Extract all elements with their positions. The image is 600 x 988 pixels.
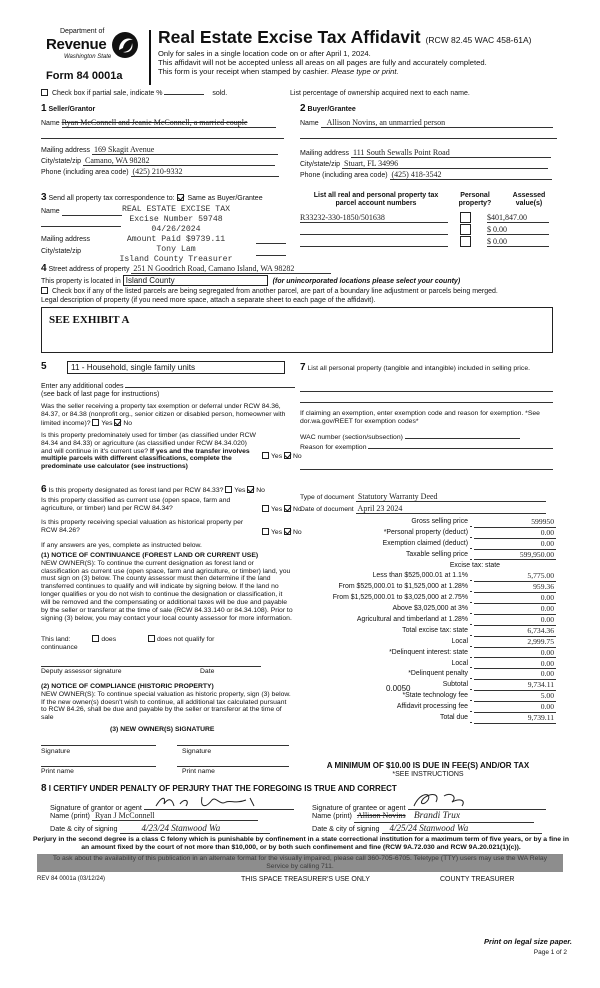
grantee-name-struck: Allison Novins (356, 811, 406, 820)
seller-mail[interactable]: 169 Skagit Avenue (92, 145, 278, 155)
buyer-mail-label: Mailing address (300, 150, 350, 157)
forest-question-text: Is this property designated as forest land per RCW 84.33? (48, 487, 224, 494)
does-not-qualify-checkbox[interactable] (148, 635, 155, 642)
located-row (41, 275, 460, 286)
assessed-value[interactable]: $401,847.00 (487, 213, 549, 223)
calc-row (290, 660, 556, 671)
new-owner-signature-title: (3) NEW OWNER(S) SIGNATURE (110, 726, 215, 733)
signature-label-2: Signature (182, 748, 212, 755)
timber-yesno (262, 452, 302, 461)
section4-address-row (41, 263, 331, 275)
calc-row (290, 714, 556, 725)
wac-field[interactable] (405, 432, 520, 439)
calc-value[interactable]: 5.00 (474, 692, 556, 702)
doc-type-field[interactable]: Statutory Warranty Deed (356, 492, 546, 502)
grantee-signature-label: Signature of grantee or agent (312, 803, 406, 812)
parcel-number[interactable] (300, 237, 448, 247)
minimum-note: A MINIMUM OF $10.00 IS DUE IN FEE(S) AND/OR TAX (326, 761, 530, 770)
calc-label: *Personal property (deduct) (383, 528, 468, 536)
type-print-note: Please type or print. (331, 67, 399, 76)
calc-row (290, 594, 556, 605)
calc-row (290, 627, 556, 638)
calc-row (290, 562, 556, 573)
seller-city-label: City/state/zip (41, 158, 82, 165)
grantee-signature-field[interactable] (408, 798, 546, 810)
calc-label: Less than $525,000.01 at 1.1% (372, 572, 468, 580)
exemption-yes-label: Yes (101, 419, 113, 427)
calc-leader-line (470, 711, 472, 712)
exemption-note: If claiming an exemption, enter exemption code and reason for exemption. *See dor.wa.gov/REET for exemption codes* (300, 410, 540, 425)
see-instructions: *SEE INSTRUCTIONS (392, 771, 464, 778)
does-qualify-checkbox[interactable] (92, 635, 99, 642)
calc-leader-line (470, 667, 472, 668)
grantor-signature-image (154, 794, 264, 810)
seller-city[interactable]: Camano, WA 98282 (83, 156, 275, 166)
print-line2 (177, 766, 289, 767)
historic-question: Is this property receiving special valuation as historical property per RCW 84.26? (41, 519, 244, 534)
county-select[interactable]: Island County (123, 275, 268, 286)
calc-label: Above $3,025,000 at 3% (392, 605, 468, 613)
does-not-label: does not qualify for (157, 636, 215, 643)
calc-leader-line (470, 613, 472, 614)
seller-city-row (41, 156, 275, 166)
calc-label: From $1,525,000.01 to $3,025,000 at 2.75% (332, 594, 468, 602)
notice-continuance-body: NEW OWNER(S): To continue the current designation as forest land or classification as current use (open space, farm and agriculture, or timber) land, you must sign on (3) below. The county assessor must then determine if the land transferred continues to qualify and will indicate by signing below. If the land no longer qualifies or you do not wish to continue the designation or classification, it will be removed and the compensating or additional taxes will be due and payable by the seller or transferor at the time of sale (RCW 84.33.140 or 84.34.108). Prior to signing (3) below, you may contact your local county assessor for more information. (41, 559, 293, 622)
seller-phone-label: Phone (including area code) (41, 169, 129, 176)
legal-description-label: Legal description of property (if you need more space, attach a separate sheet to each page of the affidavit). (41, 297, 376, 304)
header-line3 (158, 68, 399, 77)
form-title (158, 27, 531, 47)
section8-num: 8 (41, 783, 47, 794)
grantor-name-field[interactable]: Ryan J McConnell (92, 811, 258, 821)
calc-row (290, 681, 556, 692)
calc-label: Total excise tax: state (402, 626, 468, 634)
buyer-name[interactable]: Allison Novins, an unmarried person (321, 118, 553, 128)
personal-property-line1 (300, 391, 553, 392)
forest-question (41, 484, 291, 496)
calc-leader-line (470, 580, 472, 581)
calc-value[interactable]: 0.00 (474, 649, 556, 659)
this-land-label: This land: (41, 636, 71, 643)
treasurer-use: THIS SPACE TREASURER'S USE ONLY (241, 876, 370, 883)
see-back-note: (see back of last page for instructions) (41, 391, 160, 398)
calc-value[interactable]: 9,734.11 (474, 681, 556, 691)
same-as-buyer-checkbox[interactable] (177, 194, 184, 201)
exemption-question-text: Was the seller receiving a property tax exemption or deferral under RCW 84.36, 84.37, or 84.38 (nonprofit org., senior citizen or disabled person, homeowner with limited income)? (41, 403, 286, 427)
grantee-name-label: Name (print) (312, 811, 352, 820)
ownership-note: List percentage of ownership acquired next to each name. (290, 90, 470, 97)
doc-type-label: Type of document (300, 494, 355, 501)
notice-compliance-title: (2) NOTICE OF COMPLIANCE (HISTORIC PROPERTY) (41, 683, 214, 690)
calc-leader-line (470, 700, 472, 701)
calc-row (290, 551, 556, 562)
calc-row (290, 605, 556, 616)
current-use-yesno (262, 505, 302, 514)
seller-name[interactable]: Ryan McConnell and Jeanie McConnell, a married couple (62, 118, 276, 128)
section4-num: 4 (41, 263, 47, 274)
accessibility-shaded-bar (37, 854, 563, 872)
section3-line3 (256, 243, 286, 244)
accessibility-text: To ask about the availability of this publication in an alternate format for the visually impaired, please call 360-705-6705. Teletype (TTY) users may use the WA Relay Service by calling 711. (52, 855, 548, 870)
calc-value[interactable]: 0.00 (474, 540, 556, 550)
current-use-question: Is this property classified as current use (open space, farm and agriculture, or timber) land per RCW 84.34? (41, 497, 231, 512)
personal-property-header: Personal property? (458, 192, 492, 208)
segregated-checkbox[interactable] (41, 287, 48, 294)
current-use-yes-label: Yes (271, 506, 283, 513)
calc-value[interactable]: 959.36 (474, 583, 556, 593)
current-use-no-label: No (292, 506, 302, 513)
calc-row (290, 529, 556, 540)
calc-label: Excise tax: state (449, 561, 500, 569)
street-address-label: Street address of property (48, 266, 130, 273)
calc-leader-line (470, 559, 472, 560)
deputy-signature-line (41, 666, 261, 667)
located-label: This property is located in (41, 278, 121, 285)
assessed-value[interactable]: $ 0.00 (487, 237, 549, 247)
section3-mail-label: Mailing address (41, 236, 91, 243)
header-line1: Only for sales in a single location code on or after April 1, 2024. (158, 49, 371, 58)
notice-compliance (41, 683, 293, 722)
section6-num: 6 (41, 484, 47, 495)
seller-mail-row (41, 145, 278, 155)
stamp-line5: Tony Lam (156, 245, 196, 254)
calc-value[interactable]: 2,999.75 (474, 638, 556, 648)
parcel-row (300, 237, 557, 248)
section3-num: 3 (41, 192, 47, 203)
calc-row (290, 518, 556, 529)
grantor-date-label: Date & city of signing (50, 824, 118, 833)
unincorporated-note: (for unincorporated locations please select your county) (272, 278, 461, 285)
buyer-name-label: Name (300, 120, 319, 127)
seller-phone-row (41, 167, 279, 177)
section3-name-label: Name (41, 208, 60, 215)
forest-yes-checkbox[interactable] (225, 486, 232, 493)
calc-label: Taxable selling price (405, 550, 468, 558)
calc-row (290, 703, 556, 714)
calc-row (290, 649, 556, 660)
calc-leader-line (470, 537, 472, 538)
buyer-name-row (300, 118, 553, 128)
personal-property-checkbox[interactable] (460, 224, 471, 235)
calc-value[interactable]: 9,739.11 (474, 714, 556, 724)
historic-yes-checkbox[interactable] (262, 528, 269, 535)
stamp-line1: REAL ESTATE EXCISE TAX (121, 205, 231, 214)
calc-value[interactable]: 0.00 (474, 605, 556, 615)
stamp-line3: 04/26/2024 (151, 225, 201, 234)
dor-logo (46, 28, 146, 74)
logo-revenue: Revenue (46, 36, 107, 53)
buyer-phone-row (300, 170, 552, 180)
seller-title: Seller/Grantor (48, 106, 96, 113)
forest-yes-label: Yes (234, 487, 246, 494)
buyer-city[interactable]: Stuart, FL 34996 (342, 159, 548, 169)
grantor-date-field[interactable]: 4/23/24 Stanwood Wa (120, 823, 270, 834)
seller-num: 1 (41, 103, 47, 114)
calc-row (290, 670, 556, 681)
reason-row (300, 442, 553, 452)
forest-no-label: No (256, 487, 265, 494)
calc-value[interactable]: 0.00 (474, 660, 556, 670)
signature-label-1: Signature (41, 748, 71, 755)
section7-text: List all personal property (tangible and intangible) included in selling price. (307, 365, 530, 372)
timber-no-label: No (292, 453, 302, 460)
local-rate[interactable]: 0.0050 (386, 684, 411, 693)
logo-state: Washington State (64, 54, 112, 60)
buyer-mail-row (300, 148, 551, 158)
calc-label: Local (451, 659, 468, 667)
certify-text: I CERTIFY UNDER PENALTY OF PERJURY THAT THE FOREGOING IS TRUE AND CORRECT (48, 784, 397, 793)
print-name-label-1: Print name (41, 768, 74, 775)
stamp-line6: Island County Treasurer (119, 255, 233, 264)
seller-mail-label: Mailing address (41, 147, 91, 154)
calc-leader-line (470, 591, 472, 592)
grantee-name-written: Brandi Trux (413, 811, 461, 821)
calc-leader-line (470, 657, 472, 658)
grantor-name-row (50, 811, 258, 821)
grantor-signature-field[interactable] (144, 798, 294, 810)
calc-value[interactable]: 5,775.00 (474, 572, 556, 582)
exemption-no-checkbox[interactable] (114, 419, 121, 426)
personal-property-line2 (300, 402, 553, 403)
timber-yes-checkbox[interactable] (262, 452, 269, 459)
calc-row (290, 638, 556, 649)
current-use-yes-checkbox[interactable] (262, 505, 269, 512)
seller-name-label: Name (41, 120, 60, 127)
section7-heading (300, 362, 553, 374)
calc-label: *State technology fee (402, 692, 468, 700)
continuance-label: continuance (41, 644, 78, 651)
seller-phone[interactable]: (425) 210-9332 (131, 167, 279, 177)
receipt-note: This form is your receipt when stamped by cashier. (158, 67, 329, 76)
calc-leader-line (470, 624, 472, 625)
print-name-label-2: Print name (182, 768, 215, 775)
section7-num: 7 (300, 362, 306, 373)
calc-label: *Delinquent interest: state (389, 648, 468, 656)
grantee-name-row (312, 811, 534, 823)
calc-label: From $525,000.01 to $1,525,000 at 1.28% (338, 583, 468, 591)
wa-logo-icon (110, 30, 140, 60)
exemption-question (41, 403, 286, 427)
buyer-heading (300, 103, 356, 115)
assessed-value[interactable]: $ 0.00 (487, 225, 549, 235)
section3-heading (41, 192, 263, 204)
calc-value[interactable]: 0.00 (474, 703, 556, 713)
grantee-name-field[interactable] (354, 811, 534, 823)
title-text: Real Estate Excise Tax Affidavit (158, 27, 421, 47)
buyer-name-line2 (300, 138, 557, 139)
doc-date-field[interactable]: April 23 2024 (356, 504, 546, 514)
deputy-signature-label: Deputy assessor signature (41, 668, 122, 675)
historic-no-label: No (292, 529, 302, 536)
notice-compliance-body: NEW OWNER(S): To continue special valuation as historic property, sign (3) below. If the new owner(s) doesn't wish to continue, all additional tax calculated pursuant to RCW 84.26, shall be due and payable by the seller or transferor at the time of sale (41, 690, 291, 722)
seller-name-row (41, 118, 284, 128)
buyer-city-label: City/state/zip (300, 161, 341, 168)
partial-sale-percent[interactable] (164, 94, 204, 95)
buyer-title: Buyer/Grantee (307, 106, 356, 113)
land-qualify-row (41, 635, 293, 644)
section3-line4 (256, 255, 286, 256)
calc-row (290, 692, 556, 703)
calc-leader-line (470, 678, 472, 679)
calc-value[interactable]: 0.00 (474, 616, 556, 626)
print-legal-note: Print on legal size paper. (484, 937, 572, 946)
buyer-phone-label: Phone (including area code) (300, 172, 388, 179)
doc-date-label: Date of document (300, 506, 354, 513)
calc-label: Subtotal (442, 681, 468, 689)
wac-row (300, 432, 520, 442)
reason-line2 (300, 469, 553, 470)
parcel-header: List all real and personal property tax parcel account numbers (313, 192, 439, 208)
property-address[interactable]: 251 N Goodrich Road, Camano Island, WA 98282 (131, 264, 331, 274)
calc-leader-line (470, 635, 472, 636)
reason-label: Reason for exemption (300, 444, 367, 451)
parcel-row (300, 213, 557, 224)
calc-leader-line (470, 646, 472, 647)
partial-sale-label: Check box if partial sale, indicate % (51, 90, 163, 97)
calc-row (290, 540, 556, 551)
personal-property-checkbox[interactable] (460, 212, 471, 223)
buyer-phone[interactable]: (425) 418-3542 (390, 170, 552, 180)
title-rcw: (RCW 82.45 WAC 458-61A) (425, 35, 532, 45)
seller-heading (41, 103, 95, 115)
grantor-date-row (50, 823, 270, 834)
new-owner-sig-line1 (41, 745, 156, 746)
doc-type-row (300, 492, 546, 502)
logo-dept: Department of (60, 28, 105, 35)
calc-leader-line (470, 722, 472, 723)
calc-value[interactable]: 599950 (474, 518, 556, 528)
parcel-number[interactable]: R33232-330-1850/501638 (300, 213, 448, 223)
buyer-city-row (300, 159, 548, 169)
certify-heading (41, 783, 397, 795)
seller-name-line2 (41, 138, 284, 139)
same-as-buyer-label: Same as Buyer/Grantee (187, 195, 263, 202)
calc-value[interactable]: 599,950.00 (474, 551, 556, 561)
stamp-line2: Excise Number 59748 (129, 215, 223, 224)
if-yes-note: If any answers are yes, complete as instructed below. (41, 542, 202, 549)
additional-codes-field[interactable] (125, 381, 295, 388)
calc-label: Local (451, 637, 468, 645)
header-line2: This affidavit will not be accepted unless all areas on all pages are fully and accurately completed. (158, 58, 487, 67)
print-line1 (41, 766, 156, 767)
grantee-date-row (312, 823, 542, 834)
calc-row (290, 572, 556, 583)
calc-value[interactable]: 0.00 (474, 670, 556, 680)
calc-leader-line (470, 526, 472, 527)
additional-codes-text: Enter any additional codes (41, 383, 124, 390)
parcel-row (300, 225, 557, 236)
deputy-date-label: Date (200, 668, 215, 675)
section5-num: 5 (41, 361, 47, 372)
calc-label: Agricultural and timberland at 1.28% (356, 616, 468, 624)
wac-label: WAC number (section/subsection) (300, 434, 403, 441)
doc-date-row (300, 504, 546, 514)
header-divider (149, 30, 151, 85)
historic-yes-label: Yes (271, 529, 283, 536)
form-number: Form 84 0001a (46, 70, 123, 82)
stamp-line4: Amount Paid $9739.11 (126, 235, 226, 244)
personal-property-checkbox[interactable] (460, 236, 471, 247)
calc-value[interactable]: 0.00 (474, 594, 556, 604)
exemption-no-label: No (123, 419, 133, 427)
calc-label: Exemption claimed (deduct) (382, 539, 468, 547)
timber-question-text: Is this property predominately used for timber (as classified under RCW 84.34 and 84.33) or agriculture (as classified under RCW 84.34.020) and will continue in it's current use? (41, 432, 256, 455)
segregated-row (41, 287, 561, 296)
grantor-name-label: Name (print) (50, 811, 90, 820)
treasurer-stamp (96, 205, 256, 265)
timber-no-checkbox[interactable] (284, 452, 291, 459)
notice-continuance-title: (1) NOTICE OF CONTINUANCE (FOREST LAND OR CURRENT USE) (41, 552, 259, 559)
form-revision: REV 84 0001a (03/12/24) (37, 876, 106, 882)
parcel-number[interactable] (300, 225, 448, 235)
calc-label: Gross selling price (411, 518, 468, 525)
timber-yes-label: Yes (271, 453, 283, 460)
partial-sale-row (41, 89, 227, 98)
calc-value[interactable]: 6,734.36 (474, 627, 556, 637)
sold-label: sold. (212, 90, 228, 97)
reason-field[interactable] (368, 442, 553, 449)
segregated-label: Check box if any of the listed parcels are being segregated from another parcel, are part of a boundary line adjustment or parcels being merged. (51, 288, 498, 295)
page-number: Page 1 of 2 (533, 949, 567, 956)
grantee-date-field[interactable]: 4/25/24 Stanwood Wa (382, 823, 542, 834)
notice-continuance (41, 552, 293, 622)
grantee-date-label: Date & city of signing (312, 824, 380, 833)
calc-label: *Delinquent penalty (408, 670, 468, 678)
timber-question (41, 432, 256, 471)
calc-row (290, 616, 556, 627)
legal-description-box[interactable] (41, 307, 553, 353)
calc-leader-line (470, 689, 472, 690)
current-use-no-checkbox[interactable] (284, 505, 291, 512)
buyer-num: 2 (300, 103, 306, 114)
new-owner-sig-line2 (177, 745, 289, 746)
county-treasurer: COUNTY TREASURER (440, 876, 515, 883)
buyer-mail[interactable]: 111 South Sewalls Point Road (351, 148, 551, 158)
section3-text: Send all property tax correspondence to: (48, 195, 175, 202)
forest-no-checkbox[interactable] (247, 486, 254, 493)
timber-question-note: If yes and the transfer involves multiple parcels with different classifications, complete the predominate use calculator (see instructions) (41, 447, 250, 471)
exemption-yes-checkbox[interactable] (92, 419, 99, 426)
calc-label: Affidavit processing fee (396, 703, 468, 711)
use-code-select[interactable]: 11 - Household, single family units (67, 361, 285, 374)
calc-row (290, 583, 556, 594)
does-label: does (101, 636, 117, 643)
assessed-value-header: Assessed value(s) (512, 192, 546, 208)
tax-calculation-table (290, 518, 556, 725)
calc-leader-line (470, 548, 472, 549)
grantee-signature-image (410, 790, 470, 810)
calc-leader-line (470, 602, 472, 603)
calc-label: Total due (440, 714, 468, 722)
exhibit-text: SEE EXHIBIT A (49, 314, 130, 326)
section3-city-label: City/state/zip (41, 248, 82, 255)
grantor-signature-label: Signature of grantor or agent (50, 803, 142, 812)
additional-codes-label (41, 381, 295, 391)
calc-value[interactable]: 0.00 (474, 529, 556, 539)
partial-sale-checkbox[interactable] (41, 89, 48, 96)
perjury-notice: Perjury in the second degree is a class C felony which is punishable by confinement in a state correctional institution for a maximum term of five years, or by a fine in an amount fixed by the court of not more than $10,000, or by both such confinement and fine (RCW 9A.72.030 and RCW 9A.20.021(1)(c)). (33, 836, 569, 851)
